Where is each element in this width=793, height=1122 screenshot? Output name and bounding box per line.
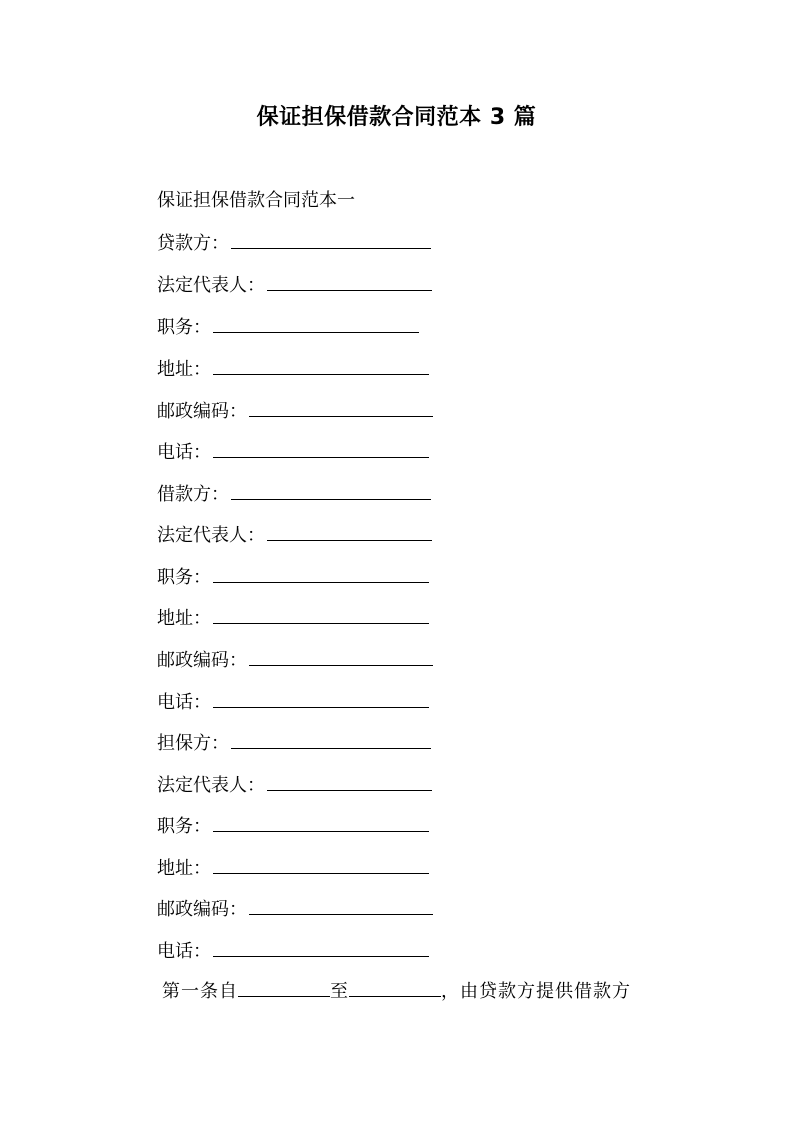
guarantor-title-line [157,815,429,838]
lender-address-blank [213,358,429,375]
lender-party-line [157,232,431,255]
lender-postcode-blank [249,400,433,417]
borrower-rep-blank [267,524,432,541]
borrower-address-blank [213,607,429,624]
guarantor-address-label: 地址： [157,858,211,879]
borrower-party-blank [231,483,431,500]
clause-one-prefix: 第一条自 [162,981,238,1002]
borrower-postcode-line [157,649,433,672]
borrower-rep-label: 法定代表人： [157,525,265,546]
lender-rep-line [157,274,432,297]
guarantor-phone-label: 电话： [157,941,211,962]
lender-address-line [157,358,429,381]
lender-postcode-label: 邮政编码： [157,401,247,422]
lender-phone-line [157,441,429,464]
guarantor-title-blank [213,815,429,832]
lender-phone-blank [213,441,429,458]
guarantor-rep-label: 法定代表人： [157,775,265,796]
guarantor-party-line [157,732,431,755]
guarantor-address-line [157,857,429,880]
borrower-postcode-label: 邮政编码： [157,650,247,671]
lender-title-blank [213,316,419,333]
clause-one [162,980,631,1003]
borrower-phone-line [157,691,429,714]
borrower-party-label: 借款方： [157,484,229,505]
clause-one-middle: 至 [330,981,349,1002]
guarantor-rep-line [157,774,432,797]
borrower-title-line [157,566,429,589]
guarantor-phone-line [157,940,429,963]
lender-rep-blank [267,274,432,291]
borrower-address-line [157,607,429,630]
borrower-party-line [157,483,431,506]
borrower-address-label: 地址： [157,608,211,629]
guarantor-postcode-line [157,898,433,921]
lender-party-blank [231,232,431,249]
contract-subtitle: 保证担保借款合同范本一 [157,190,355,211]
borrower-title-label: 职务： [157,567,211,588]
clause-one-end-blank [349,980,441,997]
document-title: 保证担保借款合同范本 3 篇 [256,105,537,130]
lender-phone-label: 电话： [157,442,211,463]
lender-address-label: 地址： [157,359,211,380]
guarantor-title-label: 职务： [157,816,211,837]
lender-title-line [157,316,419,339]
guarantor-party-label: 担保方： [157,733,229,754]
lender-title-label: 职务： [157,317,211,338]
clause-one-suffix: ，由贷款方提供借款方 [441,981,631,1002]
guarantor-postcode-blank [249,898,433,915]
borrower-phone-label: 电话： [157,692,211,713]
lender-rep-label: 法定代表人： [157,275,265,296]
guarantor-postcode-label: 邮政编码： [157,899,247,920]
lender-postcode-line [157,400,433,423]
lender-party-label: 贷款方： [157,233,229,254]
borrower-postcode-blank [249,649,433,666]
borrower-rep-line [157,524,432,547]
guarantor-phone-blank [213,940,429,957]
borrower-title-blank [213,566,429,583]
borrower-phone-blank [213,691,429,708]
guarantor-address-blank [213,857,429,874]
guarantor-party-blank [231,732,431,749]
guarantor-rep-blank [267,774,432,791]
clause-one-start-blank [238,980,330,997]
